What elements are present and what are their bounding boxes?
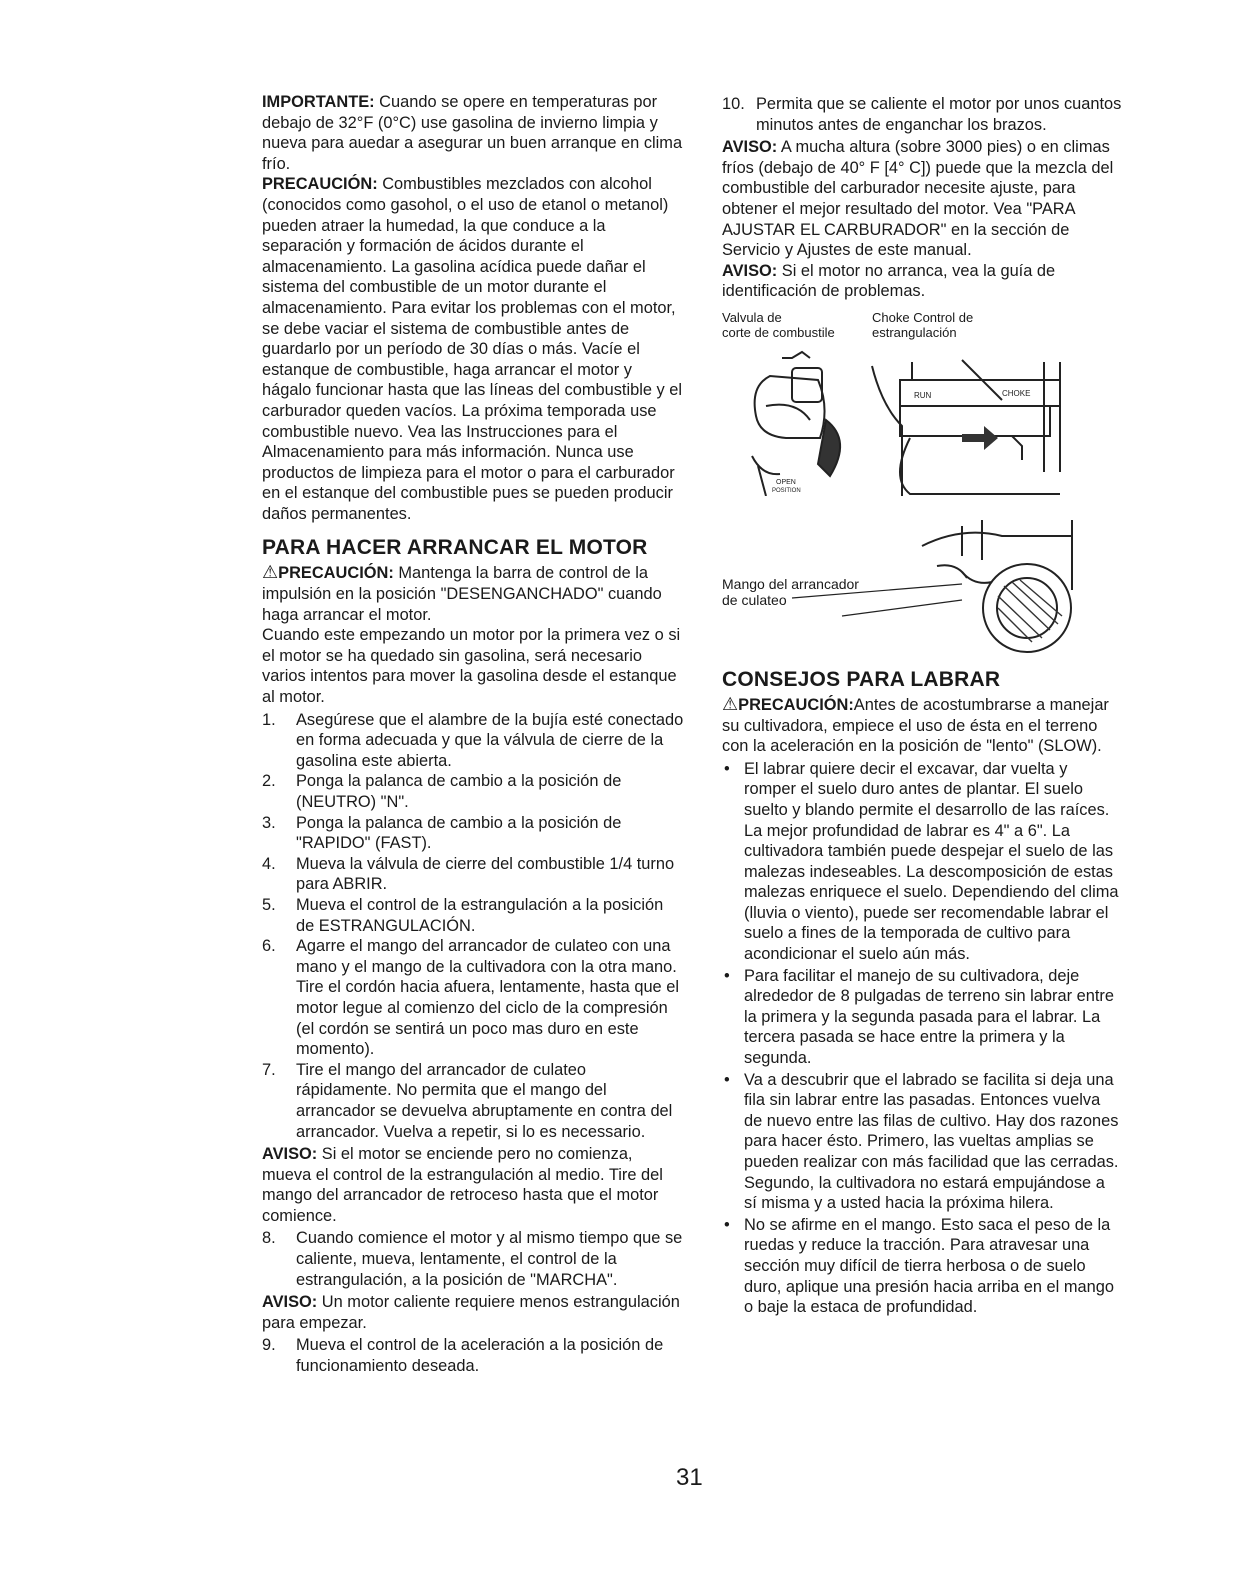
precaucion-paragraph: [262, 174, 684, 524]
aviso3-label: AVISO:: [722, 138, 778, 157]
step-text: Mueva el control de la aceleración a la posición de funcionamiento deseada.: [296, 1336, 664, 1376]
bullet-icon: •: [724, 759, 730, 778]
arrow-icon: [962, 426, 998, 450]
step-number: 3.: [262, 813, 276, 832]
step-item: [262, 895, 684, 936]
step-item: [262, 771, 684, 812]
step-item: [262, 854, 684, 895]
step-item: [262, 1335, 684, 1376]
list-item: [722, 966, 1122, 1069]
warning-triangle-icon: ⚠: [722, 693, 739, 714]
bullet-text: Va a descubrir que el labrado se facilita si deja una fila sin labrar entre las pasadas. Entonces vuelva de nuevo entre las filas de cultivo. Hay dos razones para hacer ésto. Primero, las vueltas amplias se pueden realizar con más facilidad que las cerradas. Segundo, la cultivadora no estará empujándose a sí misma y a usted hacia la próxima hilera.: [744, 1070, 1119, 1213]
importante-text: Cuando se opere en temperaturas por debajo de 32°F (0°C) use gasolina de invierno limpia y nueva para auedar a asegurar un buen arranque en clima frío.: [262, 93, 683, 173]
precaucion-text: Combustibles mezclados con alcohol (conocidos como gasohol, o el uso de etanol o metanol) pueden atraer la humedad, la que conduce a la separación y formación de ácidos durante el almacenamiento. La gasolina acídica puede dañar el sistema del combustible de un motor durante el almacenamiento. Para evitar los problemas con el motor, se debe vaciar el sistema de combustible antes de guardarlo por un período de 30 días o más. Vacíe el estanque de combustible, haga arrancar el motor y hágalo funcionar hasta que las líneas del combustible y el carburador queden vacíos. La próxima temporada use combustible nuevo. Vea las Instrucciones para el Almacenamiento para más información. Nunca use productos de limpieza para el motor o para el carburador en el estanque del combustible pues se pueden producir daños permanentes.: [262, 175, 683, 523]
warning-triangle-icon: ⚠: [262, 562, 279, 583]
aviso2-paragraph: [262, 1292, 684, 1333]
svg-text:OPEN: OPEN: [776, 478, 796, 486]
bullet-text: No se afirme en el mango. Esto saca el peso de la ruedas y reduce la tracción. Para atravesar una sección muy difícil de tierra herbosa o de suelo duro, aplique una presión hacia arriba en el mango o baje la estaca de profundidad.: [744, 1215, 1114, 1317]
steps-list-d: [722, 94, 1122, 135]
precaucion2-text: Mantenga la barra de control de la impulsión en la posición "DESENGANCHADO" cuando haga arrancar el motor.: [262, 564, 662, 624]
step-text: Cuando comience el motor y al mismo tiempo que se caliente, mueva, lentamente, el control de la estrangulación, a la posición de "MARCHA".: [296, 1229, 683, 1289]
step-number: 6.: [262, 937, 276, 956]
choke-label: CHOKE: [1002, 388, 1031, 398]
choke-control-label: Choke Control de estrangulación: [872, 309, 974, 340]
step-number: 10.: [722, 95, 745, 113]
step-text: Mueva la válvula de cierre del combustible 1/4 turno para ABRIR.: [296, 854, 675, 894]
step-item: [262, 813, 684, 854]
aviso4-paragraph: [722, 261, 1122, 302]
recoil-starter-label: Mango del arrancador de culateo: [722, 575, 859, 608]
step-text: Mueva el control de la estrangulación a la posición de ESTRANGULACIÓN.: [296, 895, 664, 935]
step-item: [262, 936, 684, 1060]
step-number: 5.: [262, 895, 276, 914]
fuel-valve-label: Valvula de corte de combustile: [722, 309, 835, 340]
step-text: Tire el mango del arrancador de culateo rápidamente. No permita que el mango del arrancador se devuelva abruptamente en contra del arrancador. Vuelva a repetir, si lo es necessario.: [296, 1060, 673, 1141]
intro-paragraph: Cuando este empezando un motor por la primera vez o si el motor se ha quedado sin gasolina, será necesario varios intentos para mover la gasolina desde el estanque al motor.: [262, 626, 681, 707]
bullet-icon: •: [724, 1070, 730, 1089]
bullet-text: Para facilitar el manejo de su cultivadora, deje alrededor de 8 pulgadas de terreno sin labrar entre la primera y la segunda pasada para el labrar. La tercera pasada se hace entre la primera y la segunda.: [744, 966, 1114, 1068]
step-text: Asegúrese que el alambre de la bujía esté conectado en forma adecuada y que la válvula de cierre de la gasolina este abierta.: [296, 710, 684, 770]
precaucion3-label: PRECAUCIÓN:: [738, 695, 854, 714]
step-item: [262, 710, 684, 772]
tilling-tips-list: [722, 759, 1122, 1318]
figure-labels: [722, 310, 1122, 344]
step-number: 8.: [262, 1229, 276, 1248]
importante-paragraph: [262, 92, 684, 174]
step-number: 7.: [262, 1060, 276, 1079]
aviso1-text: Si el motor se enciende pero no comienza, mueva el control de la estrangulación al medio. Tire del mango del arrancador de retroceso hasta que el motor comience.: [262, 1145, 663, 1225]
step-item: [262, 1228, 684, 1290]
list-item: [722, 759, 1122, 965]
fuel-valve-icon: [752, 352, 840, 496]
precaucion-label: PRECAUCIÓN:: [262, 175, 378, 194]
step-number: 4.: [262, 854, 276, 873]
step-item: [722, 94, 1122, 135]
aviso2-text: Un motor caliente requiere menos estrangulación para empezar.: [262, 1293, 680, 1332]
aviso4-text: Si el motor no arranca, vea la guía de identificación de problemas.: [722, 261, 1056, 301]
list-item: [722, 1070, 1122, 1214]
steps-list-c: [262, 1335, 684, 1376]
precaucion3-text: Antes de acostumbrarse a manejar su cultivadora, empiece el uso de ésta en el terreno con la aceleración en la posición de "lento" (SLOW).: [722, 695, 1109, 756]
aviso3-text: A mucha altura (sobre 3000 pies) o en climas fríos (debajo de 40° F [4° C]) puede que la mezcla del combustible del carburador necesite ajuste, para obtener el mejor resultado del motor. Vea "PARA AJUSTAR EL CARBURADOR" en la sección de Servicio y Ajustes de este manual.: [722, 138, 1114, 260]
aviso3-paragraph: [722, 137, 1122, 261]
list-item: [722, 1215, 1122, 1318]
bullet-text: El labrar quiere decir el excavar, dar vuelta y romper el suelo duro antes de plantar. El suelo suelto y blando permite el desarrollo de las raíces. La mejor profundidad de labrar es 4" a 6". La cultivadora también puede despejar el suelo de las malezas indeseables. La descomposición de estas malezas enriquece el suelo. Dependiendo del clima (lluvia o viento), puede ser recomendable labrar el suelo a fines de la temporada de cultivo para acondicionar el suelo aún más.: [744, 759, 1119, 964]
step-number: 2.: [262, 772, 276, 791]
step-number: 9.: [262, 1336, 276, 1355]
aviso2-label: AVISO:: [262, 1293, 318, 1312]
step-text: Agarre el mango del arrancador de culateo con una mano y el mango de la cultivadora con la otra mano. Tire el cordón hacia afuera, lentamente, hasta que el motor legue al comienzo del ciclo de la compresión (el cordón se sentirá un poco mas duro en este momento).: [296, 937, 679, 1059]
steps-list-a: [262, 710, 684, 1142]
heading-consejos-labrar: CONSEJOS PARA LABRAR: [722, 667, 1001, 691]
right-column: [722, 92, 1122, 1320]
page-number: 31: [676, 1464, 703, 1491]
importante-label: IMPORTANTE:: [262, 93, 375, 111]
step-text: Ponga la palanca de cambio a la posición de "RAPIDO" (FAST).: [296, 813, 622, 853]
aviso4-label: AVISO:: [722, 261, 778, 280]
fuel-valve-choke-illustration: [722, 346, 1082, 496]
steps-list-b: [262, 1228, 684, 1290]
step-number: 1.: [262, 710, 276, 729]
precaucion3-paragraph: [722, 694, 1122, 757]
bullet-icon: •: [724, 1215, 730, 1234]
step-text: Ponga la palanca de cambio a la posición de (NEUTRO) "N".: [296, 772, 622, 811]
precaucion2-label: PRECAUCIÓN:: [278, 564, 394, 583]
left-column: [262, 92, 684, 1379]
step-text: Permita que se caliente el motor por unos cuantos minutos antes de enganchar los brazos.: [756, 95, 1122, 134]
step-item: [262, 1060, 684, 1142]
run-label: RUN: [914, 390, 932, 400]
precaucion2-paragraph: [262, 562, 684, 625]
bullet-icon: •: [724, 966, 730, 985]
svg-text:POSITION: POSITION: [772, 487, 801, 494]
heading-arrancar-motor: PARA HACER ARRANCAR EL MOTOR: [262, 536, 648, 560]
recoil-starter-figure: [722, 516, 1122, 656]
aviso1-paragraph: [262, 1144, 684, 1226]
choke-panel-icon: [872, 360, 1060, 496]
aviso1-label: AVISO:: [262, 1145, 318, 1164]
